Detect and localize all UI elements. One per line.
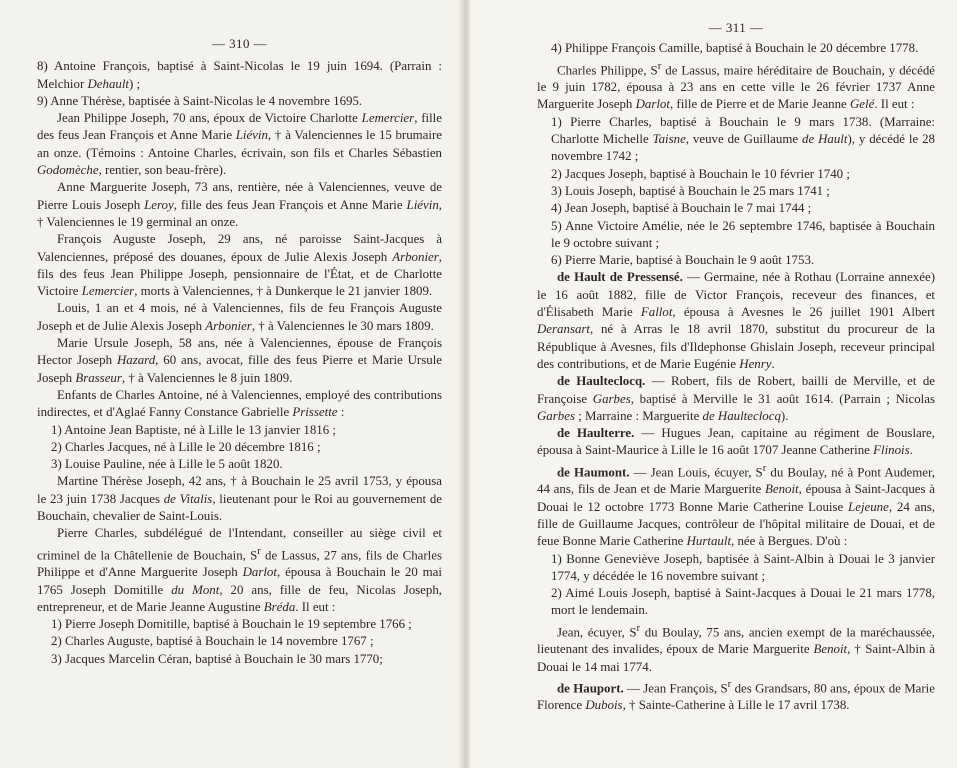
paragraph: 5) Anne Victoire Amélie, née le 26 septembre 1746, baptisée à Bouchain le 9 octobre suivant ;: [551, 218, 935, 250]
paragraph: 6) Pierre Marie, baptisé à Bouchain le 9 août 1753.: [551, 253, 815, 268]
paragraph: 9) Anne Thérèse, baptisée à Saint-Nicolas le 4 novembre 1695.: [37, 93, 363, 108]
right-page: [470, 0, 957, 768]
paragraph: 2) Aimé Louis Joseph, baptisé à Saint-Jacques à Douai le 21 mars 1778, mort le lendemain.: [551, 586, 935, 618]
paragraph: de Hault de Pressensé. — Germaine, née à Rothau (Lorraine annexée) le 16 août 1882, fille de Victor François, receveur des finances, et d'Élisabeth Marie Fallot, épousa à Avesnes le 26 juillet 1901 Albert Deransart, né à Arras le 18 avril 1870, substitut du procureur de la République à Avesnes, fils d'Ildephonse Ghislain Joseph, receveur principal des contributions, et de Marie Eugénie Henry.: [537, 270, 935, 371]
paragraph: Jean Philippe Joseph, 70 ans, époux de Victoire Charlotte Lemercier, fille des feus Jean François et Anne Marie Liévin, † à Valenciennes le 15 brumaire an onze. (Témoins : Antoine Charles, écrivain, son fils et Charles Sébastien Godomèche, rentier, son beau-frère).: [37, 111, 443, 178]
right-page-body: [537, 40, 935, 714]
paragraph: de Haulterre. — Hugues Jean, capitaine au régiment de Bouslare, épousa à Saint-Maurice à Lille le 16 août 1707 Jeanne Catherine Flinois.: [537, 426, 935, 458]
paragraph: 2) Charles Auguste, baptisé à Bouchain le 14 novembre 1767 ;: [51, 634, 374, 649]
paragraph: 3) Jacques Marcelin Céran, baptisé à Bouchain le 30 mars 1770;: [51, 651, 383, 666]
paragraph: 2) Jacques Joseph, baptisé à Bouchain le 10 février 1740 ;: [551, 166, 850, 181]
paragraph: Martine Thérèse Joseph, 42 ans, † à Bouchain le 25 avril 1753, y épousa le 23 juin 1738 Jacques de Vitalis, lieutenant pour le Roi au gouvernement de Bouchain, chevalier de Saint-Louis.: [37, 474, 443, 524]
paragraph: 4) Philippe François Camille, baptisé à Bouchain le 20 décembre 1778.: [551, 41, 919, 56]
paragraph: François Auguste Joseph, 29 ans, né paroisse Saint-Jacques à Valenciennes, préposé des douanes, époux de Julie Alexis Joseph Arbonier, fils des feus Jean Philippe Joseph, pensionnaire de l'État, et de Charlotte Victoire Lemercier, morts à Valenciennes, † à Dunkerque le 21 janvier 1809.: [37, 232, 442, 299]
paragraph: 2) Charles Jacques, né à Lille le 20 décembre 1816 ;: [51, 439, 321, 454]
paragraph: 8) Antoine François, baptisé à Saint-Nicolas le 19 juin 1694. (Parrain : Melchior Dehault) ;: [37, 59, 442, 91]
paragraph: de Haulteclocq. — Robert, fils de Robert, bailli de Merville, et de Françoise Garbes, baptisé à Merville le 31 août 1614. (Parrain ; Nicolas Garbes ; Marraine : Marguerite de Haulteclocq).: [537, 374, 936, 423]
paragraph: Pierre Charles, subdélégué de l'Intendant, conseiller au siège civil et criminel de la Châtellenie de Bouchain, $S^r$ de Lassus, 27 ans, fils de Charles Philippe et d'Anne Marguerite Joseph Darlot, épousa à Bouchain le 20 mai 1765 Joseph Domitille du Mont, 20 ans, fille de feu, Nicolas Joseph, entrepreneur, et de Marie Jeanne Augustine Bréda. Il eut :: [37, 526, 443, 614]
paragraph: de Hauport. — Jean François, $S^r$ des Grandsars, 80 ans, époux de Marie Florence Dubois, † Sainte-Catherine à Lille le 17 avril 1738.: [537, 677, 935, 713]
paragraph: Charles Philippe, $S^r$ de Lassus, maire héréditaire de Bouchain, y décédé le 9 juin 1782, épousa à 23 ans en cette ville le 26 février 1737 Anne Marguerite Joseph Darlot, fille de Pierre et de Marie Jeanne Gelé. Il eut :: [537, 59, 935, 112]
paragraph: Marie Ursule Joseph, 58 ans, née à Valenciennes, épouse de François Hector Joseph Hazard, 60 ans, avocat, fille des feus Pierre et Marie Ursule Joseph Brasseur, † à Valenciennes le 8 juin 1809.: [37, 336, 442, 385]
paragraph: Louis, 1 an et 4 mois, né à Valenciennes, fils de feu François Auguste Joseph et de Julie Alexis Joseph Arbonier, † à Valenciennes le 30 mars 1809.: [37, 301, 442, 333]
paragraph: Anne Marguerite Joseph, 73 ans, rentière, née à Valenciennes, veuve de Pierre Louis Joseph Leroy, fille des feus Jean François et Anne Marie Liévin, † Valenciennes le 19 germinal an onze.: [37, 180, 443, 229]
paragraph: 3) Louis Joseph, baptisé à Bouchain le 25 mars 1741 ;: [551, 183, 830, 198]
paragraph: 1) Pierre Joseph Domitille, baptisé à Bouchain le 19 septembre 1766 ;: [51, 617, 412, 632]
page-number-right: — 311 —: [708, 21, 764, 35]
paragraph: 1) Bonne Geneviève Joseph, baptisée à Saint-Albin à Douai le 3 janvier 1774, y décédée le 16 novembre suivant ;: [551, 551, 935, 583]
paragraph: 1) Antoine Jean Baptiste, né à Lille le 13 janvier 1816 ;: [51, 422, 336, 437]
paragraph: de Haumont. — Jean Louis, écuyer, $S^r$ du Boulay, né à Pont Audemer, 44 ans, fils de Jean et de Marie Marguerite Benoit, épousa à Saint-Jacques à Douai le 12 octobre 1773 Bonne Marie Catherine Louise Lejeune, 24 ans, fille de Guillaume Jacques, contrôleur de l'hôpital militaire de Douai, et de feue Bonne Marie Catherine Hurtault, née à Bergues. D'où :: [537, 461, 936, 549]
paragraph: 4) Jean Joseph, baptisé à Bouchain le 7 mai 1744 ;: [551, 201, 812, 216]
page-number-left: — 310 —: [211, 37, 268, 51]
paragraph: 3) Louise Pauline, née à Lille le 5 août 1820.: [51, 457, 283, 472]
paragraph: Jean, écuyer, $S^r$ du Boulay, 75 ans, ancien exempt de la maréchaussée, lieutenant des invalides, époux de Marie Marguerite Benoit, † Saint-Albin à Douai le 14 mai 1774.: [537, 621, 935, 674]
paragraph: 1) Pierre Charles, baptisé à Bouchain le 9 mars 1738. (Marraine: Charlotte Michelle Taisne, veuve de Guillaume de Hault), y décédé le 28 novembre 1742 ;: [551, 114, 935, 164]
left-page: [0, 0, 460, 768]
left-page-body: [37, 58, 442, 668]
paragraph: Enfants de Charles Antoine, né à Valenciennes, employé des contributions indirectes, et d'Aglaé Fanny Constance Gabrielle Prissette :: [37, 387, 442, 420]
